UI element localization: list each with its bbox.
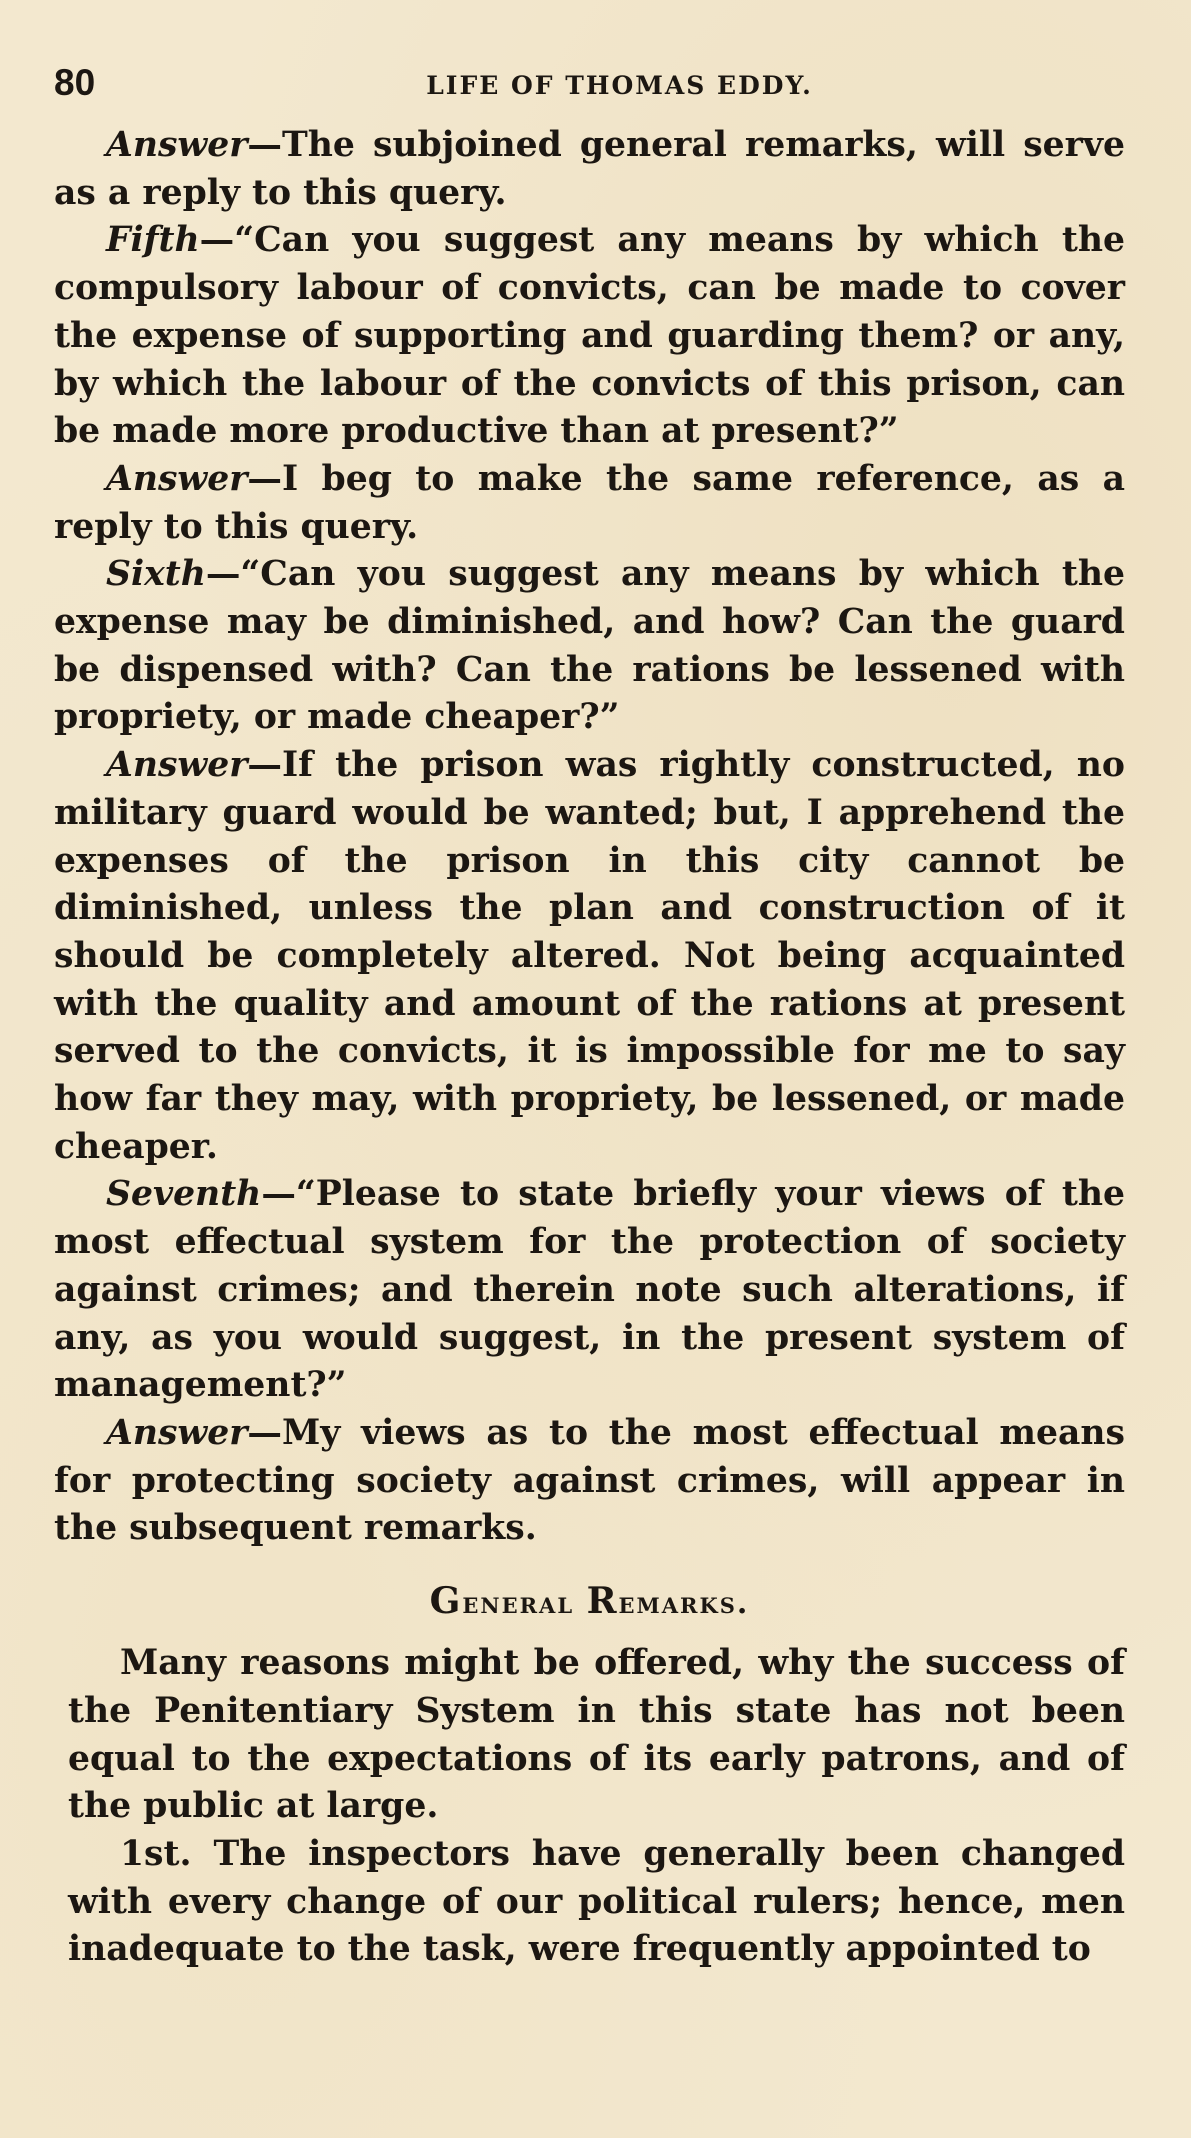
running-title: LIFE OF THOMAS EDDY. (426, 71, 813, 100)
heading-rest: eneral (462, 1586, 575, 1622)
paragraph-sixth-question (54, 551, 1125, 742)
paragraph-text: —I beg to make the same reference, as a reply to this query. (54, 458, 1125, 547)
general-remarks (54, 1640, 1125, 1974)
heading-initial: G (429, 1580, 463, 1623)
paragraph-lead: Answer (106, 1412, 248, 1453)
paragraph-answer-1 (54, 122, 1125, 217)
paragraph-answer-4 (54, 1410, 1125, 1553)
body-text (54, 122, 1125, 1974)
paragraph-general-2: 1st. The inspectors have generally been changed with every change of our political rulers; hence, men inadequate to the task, were frequently appointed to (68, 1833, 1125, 1970)
paragraph-fifth-question (54, 217, 1125, 456)
paragraph-answer-2 (54, 456, 1125, 551)
paragraph-text: —“Please to state briefly your views of the most effectual system for the protection of society against crimes; and therein note such alterations, if any, as you would suggest, in the present system of management?” (54, 1174, 1125, 1406)
heading-initial: R (586, 1580, 619, 1623)
paragraph-text: —“Can you suggest any means by which the compulsory labour of convicts, can be made to cover the expense of supporting and guarding them? or any, by which the labour of the convicts of this prison, can be made more productive than at present?” (54, 220, 1125, 452)
paragraph-lead: Answer (106, 458, 248, 499)
paragraph-text: —“Can you suggest any means by which the expense may be diminished, and how? Can the guard be dispensed with? Can the rations be lessened with propriety, or made cheaper?” (54, 554, 1125, 738)
paragraph-lead: Answer (106, 125, 248, 165)
paragraph-lead: Fifth (106, 220, 200, 261)
paragraph-seventh-question (54, 1171, 1125, 1410)
paragraph-lead: Seventh (106, 1174, 262, 1215)
paragraph-general-1: Many reasons might be offered, why the success of the Penitentiary System in this state has not been equal to the expectations of its early patrons, and of the public at large. (68, 1643, 1125, 1827)
section-heading (54, 1581, 1125, 1624)
paragraph-answer-3 (54, 742, 1125, 1171)
paragraph-lead: Sixth (106, 554, 206, 595)
page-number: 80 (54, 62, 96, 103)
paragraph-text: —The subjoined general remarks, will serve as a reply to this query. (54, 125, 1125, 213)
heading-rest: emarks. (618, 1586, 750, 1622)
running-head (54, 62, 1125, 122)
paragraph-text: —My views as to the most effectual means for protecting society against crimes, will appear in the subsequent remarks. (54, 1412, 1125, 1549)
paragraph-lead: Answer (106, 745, 248, 786)
paragraph-text: —If the prison was rightly constructed, no military guard would be wanted; but, I apprehend the expenses of the prison in this city cannot be diminished, unless the plan and construction of it should be completely altered. Not being acquainted with the quality and amount of the rations at present served to the convicts, it is impossible for me to say how far they may, with propriety, be lessened, or made cheaper. (54, 745, 1125, 1167)
